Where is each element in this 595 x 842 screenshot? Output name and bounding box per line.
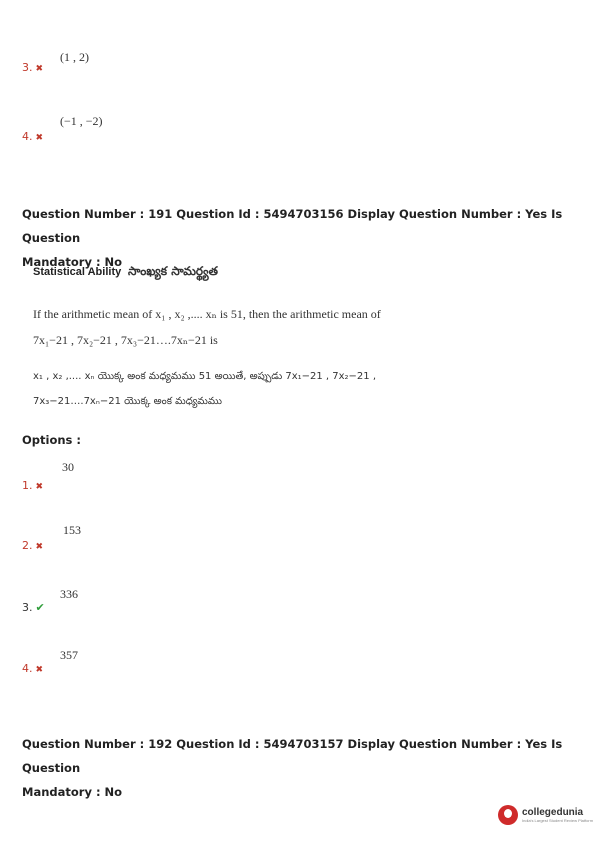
option-number: 2. [22, 539, 33, 552]
option-1 [22, 474, 43, 493]
option-3 [22, 596, 45, 615]
question-text-en-line1: If the arithmetic mean of x₁ , x₂ ,.... xₙ is 51, then the arithmetic mean of [33, 307, 381, 321]
question-header-line1: Question Number : 192 Question Id : 5494703157 Display Question Number : Yes Is Question [22, 737, 563, 775]
next-question-header [22, 732, 577, 804]
prev-option-4-value: (−1 , −2) [60, 114, 103, 128]
options-label: Options : [22, 433, 81, 447]
option-number: 4. [22, 662, 33, 675]
question-text-te-line2: 7x₃−21….7xₙ−21 యొక్క అంక మధ్యమము [33, 396, 222, 407]
question-header [22, 202, 577, 274]
prev-option-3 [22, 56, 43, 75]
logo-mark-icon [498, 805, 518, 825]
check-icon: ✔ [35, 601, 45, 614]
collegedunia-logo [498, 805, 593, 825]
option-1-value: 30 [62, 460, 74, 474]
question-text-en-line2: 7x₁−21 , 7x₂−21 , 7x₃−21….7xₙ−21 is [33, 333, 218, 347]
option-4-value: 357 [60, 648, 78, 662]
subject-telugu: సాంఖ్యక సామర్థ్యత [128, 264, 218, 278]
option-2-value: 153 [63, 523, 81, 537]
question-text-te-line1: x₁ , x₂ ,.... xₙ యొక్క అంక మధ్యమము 51 అయితే, అప్పుడు 7x₁−21 , 7x₂−21 , [33, 371, 377, 382]
logo-name: collegedunia [522, 807, 584, 818]
question-header-line2: Mandatory : No [22, 785, 123, 799]
prev-option-3-value: (1 , 2) [60, 50, 89, 64]
cross-icon: ✖ [35, 482, 44, 492]
prev-option-4 [22, 125, 43, 144]
option-4 [22, 657, 43, 676]
cross-icon: ✖ [35, 542, 44, 552]
option-2 [22, 534, 43, 553]
option-3-value: 336 [60, 587, 78, 601]
question-header-line2: Mandatory : No [22, 255, 123, 269]
option-number: 3. [22, 601, 33, 614]
option-number: 4. [22, 130, 33, 143]
cross-icon: ✖ [35, 64, 44, 74]
subject-english: Statistical Ability [33, 266, 122, 278]
cross-icon: ✖ [35, 133, 44, 143]
question-header-line1: Question Number : 191 Question Id : 5494703156 Display Question Number : Yes Is Question [22, 207, 563, 245]
logo-tagline: India's Largest Student Review Platform [522, 818, 594, 823]
cross-icon: ✖ [35, 665, 44, 675]
option-number: 3. [22, 61, 33, 74]
option-number: 1. [22, 479, 33, 492]
